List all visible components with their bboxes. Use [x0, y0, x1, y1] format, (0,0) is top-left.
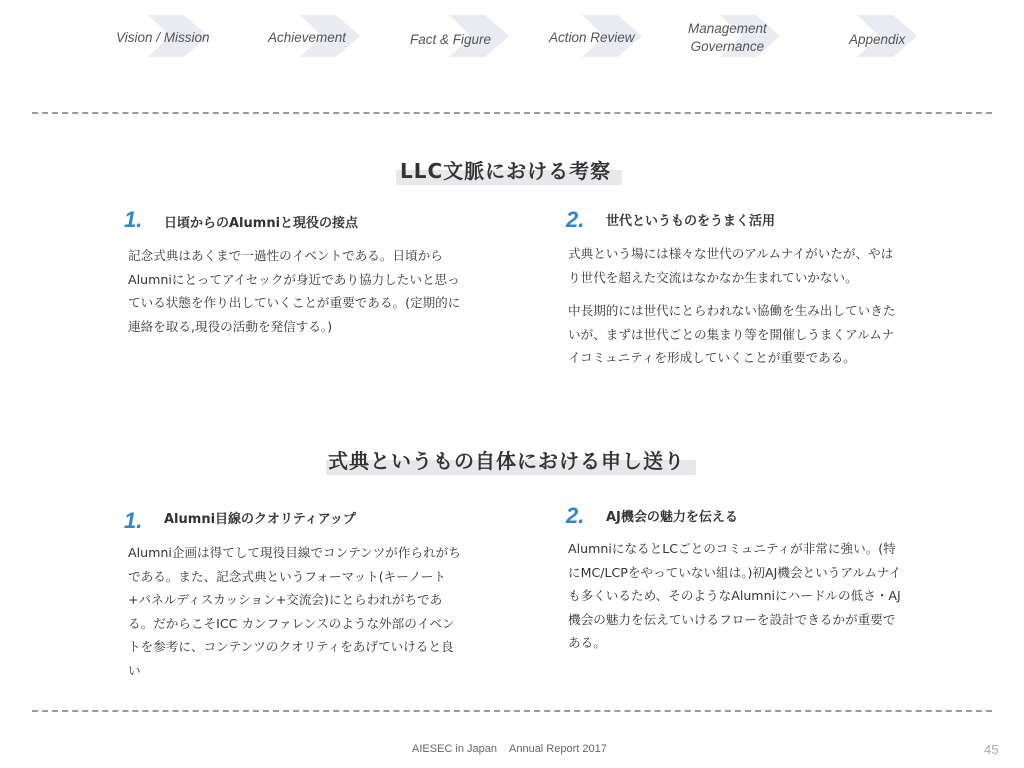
page-number: 45	[984, 742, 999, 757]
footer-report: Annual Report 2017	[509, 743, 607, 755]
nav-item-management-governance[interactable]: Management Governance	[688, 21, 767, 54]
nav-item-fact-figure[interactable]: Fact & Figure	[410, 32, 492, 47]
item-title: Alumni目線のクオリティアップ	[164, 512, 356, 527]
item-title: 日頃からのAlumniと現役の接点	[164, 216, 359, 231]
nav-item-action-review[interactable]: Action Review	[549, 30, 635, 45]
item-body	[128, 541, 463, 682]
item-body	[568, 242, 903, 370]
divider	[32, 112, 992, 114]
nav-item-vision-mission[interactable]: Vision / Mission	[116, 30, 210, 45]
item-body	[128, 244, 463, 338]
divider	[32, 710, 992, 712]
item-paragraph: Alumni企画は得てして現役目線でコンテンツが作られがちである。また、記念式典というフォーマット(キーノート+パネルディスカッション+交流会)にとらわれがちである。だからこそICC カンファレンスのような外部のイベントを参考に、コンテンツのクオリティをあげていけると良い	[128, 545, 461, 678]
footer	[412, 743, 607, 755]
item-paragraph: 式典という場には様々な世代のアルムナイがいたが、やはり世代を超えた交流はなかなか生まれていかない。	[568, 246, 894, 285]
item-title: AJ機会の魅力を伝える	[606, 510, 738, 525]
nav-item-achievement[interactable]: Achievement	[268, 30, 347, 45]
item-number: 1.	[124, 508, 143, 533]
item-paragraph: AlumniになるとLCごとのコミュニティが非常に強い。(特にMC/LCPをやっていない組は。)初AJ機会というアルムナイも多くいるため、そのようなAlumniにハードルの低さ・AJ機会の魅力を伝えていけるフローを設計できるかが重要である。	[568, 541, 902, 650]
item-title: 世代というものをうまく活用	[606, 214, 776, 229]
item-number: 2.	[566, 207, 585, 232]
nav-item-appendix[interactable]: Appendix	[849, 32, 906, 47]
item-number: 1.	[124, 207, 143, 232]
item-paragraph: 記念式典はあくまで一過性のイベントである。日頃からAlumniにとってアイセックが身近であり協力したいと思っている状態を作り出していくことが重要である。(定期的に連絡を取る,現役の活動を発信する。)	[128, 248, 461, 334]
item-number: 2.	[566, 503, 585, 528]
section-heading-ceremony: 式典というもの自体における申し送り	[328, 449, 685, 473]
item-body	[568, 537, 903, 655]
section-heading-llc: LLC文脈における考察	[400, 159, 612, 183]
item-paragraph: 中長期的には世代にとらわれない協働を生み出していきたいが、まずは世代ごとの集まり等を開催しうまくアルムナイコミュニティを形成していくことが重要である。	[568, 303, 896, 365]
top-navigation	[0, 0, 1024, 80]
footer-org: AIESEC in Japan	[412, 743, 497, 755]
